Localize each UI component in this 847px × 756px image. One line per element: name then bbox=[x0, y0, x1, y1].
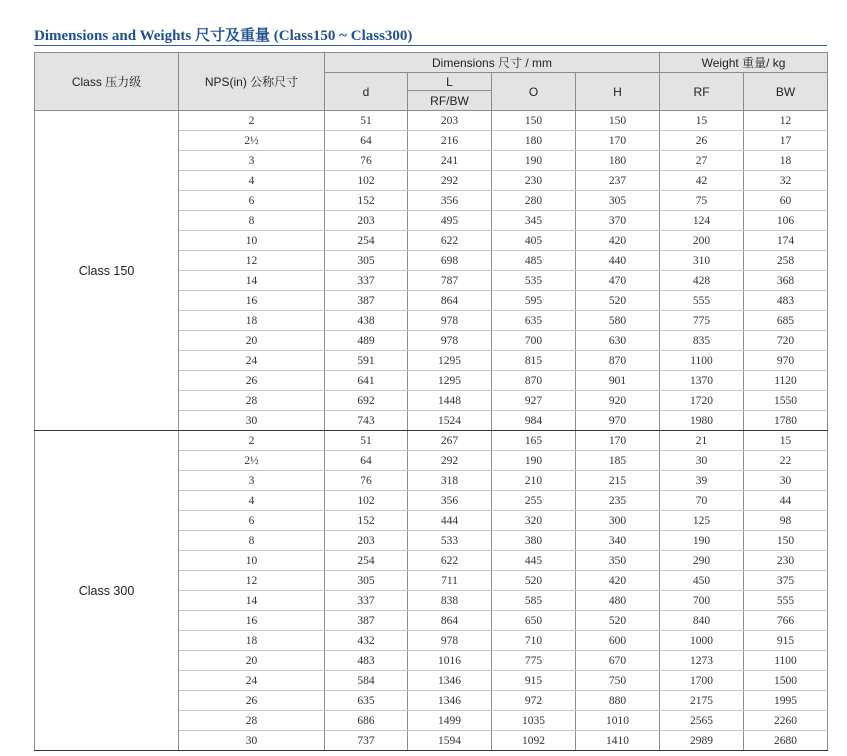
h-cell: 340 bbox=[576, 531, 660, 551]
l-cell: 1448 bbox=[408, 391, 492, 411]
rf-weight-cell: 39 bbox=[660, 471, 744, 491]
d-cell: 152 bbox=[325, 511, 408, 531]
l-cell: 216 bbox=[408, 131, 492, 151]
bw-weight-cell: 30 bbox=[744, 471, 828, 491]
bw-weight-cell: 915 bbox=[744, 631, 828, 651]
l-cell: 622 bbox=[408, 551, 492, 571]
l-cell: 787 bbox=[408, 271, 492, 291]
rf-weight-cell: 835 bbox=[660, 331, 744, 351]
header-rf: RF bbox=[660, 73, 744, 111]
d-cell: 337 bbox=[325, 591, 408, 611]
rf-weight-cell: 428 bbox=[660, 271, 744, 291]
d-cell: 635 bbox=[325, 691, 408, 711]
rf-weight-cell: 70 bbox=[660, 491, 744, 511]
rf-weight-cell: 775 bbox=[660, 311, 744, 331]
rf-weight-cell: 1980 bbox=[660, 411, 744, 431]
rf-weight-cell: 290 bbox=[660, 551, 744, 571]
nps-cell: 28 bbox=[179, 391, 325, 411]
d-cell: 387 bbox=[325, 611, 408, 631]
rf-weight-cell: 1000 bbox=[660, 631, 744, 651]
o-cell: 915 bbox=[492, 671, 576, 691]
bw-weight-cell: 2260 bbox=[744, 711, 828, 731]
h-cell: 630 bbox=[576, 331, 660, 351]
nps-cell: 20 bbox=[179, 331, 325, 351]
nps-cell: 10 bbox=[179, 551, 325, 571]
rf-weight-cell: 125 bbox=[660, 511, 744, 531]
nps-cell: 8 bbox=[179, 211, 325, 231]
o-cell: 595 bbox=[492, 291, 576, 311]
nps-cell: 6 bbox=[179, 511, 325, 531]
bw-weight-cell: 1550 bbox=[744, 391, 828, 411]
l-cell: 698 bbox=[408, 251, 492, 271]
header-bw: BW bbox=[744, 73, 828, 111]
bw-weight-cell: 15 bbox=[744, 431, 828, 451]
d-cell: 76 bbox=[325, 471, 408, 491]
rf-weight-cell: 555 bbox=[660, 291, 744, 311]
table-header bbox=[35, 53, 828, 111]
l-cell: 978 bbox=[408, 331, 492, 351]
rf-weight-cell: 75 bbox=[660, 191, 744, 211]
o-cell: 255 bbox=[492, 491, 576, 511]
header-dimensions: Dimensions 尺寸 / mm bbox=[325, 53, 660, 73]
nps-cell: 2½ bbox=[179, 131, 325, 151]
o-cell: 210 bbox=[492, 471, 576, 491]
o-cell: 380 bbox=[492, 531, 576, 551]
h-cell: 1410 bbox=[576, 731, 660, 751]
bw-weight-cell: 375 bbox=[744, 571, 828, 591]
d-cell: 254 bbox=[325, 551, 408, 571]
d-cell: 337 bbox=[325, 271, 408, 291]
rf-weight-cell: 450 bbox=[660, 571, 744, 591]
nps-cell: 20 bbox=[179, 651, 325, 671]
title-divider bbox=[34, 45, 827, 46]
bw-weight-cell: 1100 bbox=[744, 651, 828, 671]
rf-weight-cell: 1100 bbox=[660, 351, 744, 371]
l-cell: 1524 bbox=[408, 411, 492, 431]
rf-weight-cell: 21 bbox=[660, 431, 744, 451]
rf-weight-cell: 27 bbox=[660, 151, 744, 171]
l-cell: 864 bbox=[408, 611, 492, 631]
header-weight: Weight 重量/ kg bbox=[660, 53, 828, 73]
table-row bbox=[35, 431, 828, 451]
nps-cell: 18 bbox=[179, 311, 325, 331]
rf-weight-cell: 700 bbox=[660, 591, 744, 611]
o-cell: 345 bbox=[492, 211, 576, 231]
page-title: Dimensions and Weights 尺寸及重量 (Class150 ~ Class300) bbox=[34, 28, 413, 44]
nps-cell: 26 bbox=[179, 371, 325, 391]
l-cell: 1346 bbox=[408, 671, 492, 691]
o-cell: 585 bbox=[492, 591, 576, 611]
bw-weight-cell: 22 bbox=[744, 451, 828, 471]
d-cell: 203 bbox=[325, 531, 408, 551]
d-cell: 152 bbox=[325, 191, 408, 211]
h-cell: 750 bbox=[576, 671, 660, 691]
class-group-label: Class 300 bbox=[35, 431, 179, 751]
o-cell: 280 bbox=[492, 191, 576, 211]
nps-cell: 18 bbox=[179, 631, 325, 651]
nps-cell: 30 bbox=[179, 411, 325, 431]
bw-weight-cell: 483 bbox=[744, 291, 828, 311]
l-cell: 1594 bbox=[408, 731, 492, 751]
bw-weight-cell: 2680 bbox=[744, 731, 828, 751]
o-cell: 445 bbox=[492, 551, 576, 571]
o-cell: 984 bbox=[492, 411, 576, 431]
header-o: O bbox=[492, 73, 576, 111]
nps-cell: 14 bbox=[179, 591, 325, 611]
bw-weight-cell: 60 bbox=[744, 191, 828, 211]
rf-weight-cell: 1720 bbox=[660, 391, 744, 411]
nps-cell: 14 bbox=[179, 271, 325, 291]
rf-weight-cell: 310 bbox=[660, 251, 744, 271]
h-cell: 901 bbox=[576, 371, 660, 391]
rf-weight-cell: 200 bbox=[660, 231, 744, 251]
nps-cell: 12 bbox=[179, 251, 325, 271]
h-cell: 420 bbox=[576, 571, 660, 591]
d-cell: 438 bbox=[325, 311, 408, 331]
o-cell: 190 bbox=[492, 451, 576, 471]
h-cell: 185 bbox=[576, 451, 660, 471]
bw-weight-cell: 1120 bbox=[744, 371, 828, 391]
l-cell: 241 bbox=[408, 151, 492, 171]
d-cell: 102 bbox=[325, 491, 408, 511]
d-cell: 51 bbox=[325, 111, 408, 131]
bw-weight-cell: 685 bbox=[744, 311, 828, 331]
d-cell: 305 bbox=[325, 571, 408, 591]
l-cell: 1016 bbox=[408, 651, 492, 671]
l-cell: 292 bbox=[408, 171, 492, 191]
bw-weight-cell: 368 bbox=[744, 271, 828, 291]
d-cell: 686 bbox=[325, 711, 408, 731]
rf-weight-cell: 124 bbox=[660, 211, 744, 231]
bw-weight-cell: 174 bbox=[744, 231, 828, 251]
o-cell: 165 bbox=[492, 431, 576, 451]
o-cell: 1092 bbox=[492, 731, 576, 751]
h-cell: 470 bbox=[576, 271, 660, 291]
l-cell: 622 bbox=[408, 231, 492, 251]
o-cell: 320 bbox=[492, 511, 576, 531]
o-cell: 535 bbox=[492, 271, 576, 291]
d-cell: 641 bbox=[325, 371, 408, 391]
header-d: d bbox=[325, 73, 408, 111]
d-cell: 387 bbox=[325, 291, 408, 311]
h-cell: 237 bbox=[576, 171, 660, 191]
bw-weight-cell: 1995 bbox=[744, 691, 828, 711]
nps-cell: 3 bbox=[179, 151, 325, 171]
h-cell: 300 bbox=[576, 511, 660, 531]
l-cell: 495 bbox=[408, 211, 492, 231]
d-cell: 64 bbox=[325, 451, 408, 471]
d-cell: 692 bbox=[325, 391, 408, 411]
d-cell: 584 bbox=[325, 671, 408, 691]
bw-weight-cell: 17 bbox=[744, 131, 828, 151]
rf-weight-cell: 30 bbox=[660, 451, 744, 471]
bw-weight-cell: 1780 bbox=[744, 411, 828, 431]
h-cell: 600 bbox=[576, 631, 660, 651]
nps-cell: 16 bbox=[179, 291, 325, 311]
nps-cell: 30 bbox=[179, 731, 325, 751]
bw-weight-cell: 150 bbox=[744, 531, 828, 551]
o-cell: 700 bbox=[492, 331, 576, 351]
d-cell: 743 bbox=[325, 411, 408, 431]
d-cell: 203 bbox=[325, 211, 408, 231]
rf-weight-cell: 1700 bbox=[660, 671, 744, 691]
nps-cell: 4 bbox=[179, 491, 325, 511]
h-cell: 235 bbox=[576, 491, 660, 511]
bw-weight-cell: 98 bbox=[744, 511, 828, 531]
nps-cell: 16 bbox=[179, 611, 325, 631]
l-cell: 1295 bbox=[408, 351, 492, 371]
h-cell: 880 bbox=[576, 691, 660, 711]
rf-weight-cell: 42 bbox=[660, 171, 744, 191]
rf-weight-cell: 26 bbox=[660, 131, 744, 151]
d-cell: 432 bbox=[325, 631, 408, 651]
l-cell: 864 bbox=[408, 291, 492, 311]
o-cell: 815 bbox=[492, 351, 576, 371]
l-cell: 1346 bbox=[408, 691, 492, 711]
o-cell: 972 bbox=[492, 691, 576, 711]
o-cell: 150 bbox=[492, 111, 576, 131]
bw-weight-cell: 1500 bbox=[744, 671, 828, 691]
l-cell: 203 bbox=[408, 111, 492, 131]
rf-weight-cell: 1273 bbox=[660, 651, 744, 671]
l-cell: 444 bbox=[408, 511, 492, 531]
nps-cell: 6 bbox=[179, 191, 325, 211]
o-cell: 485 bbox=[492, 251, 576, 271]
header-rf-bw: RF/BW bbox=[408, 91, 492, 111]
nps-cell: 2 bbox=[179, 431, 325, 451]
rf-weight-cell: 840 bbox=[660, 611, 744, 631]
h-cell: 215 bbox=[576, 471, 660, 491]
bw-weight-cell: 720 bbox=[744, 331, 828, 351]
h-cell: 480 bbox=[576, 591, 660, 611]
l-cell: 1295 bbox=[408, 371, 492, 391]
rf-weight-cell: 2565 bbox=[660, 711, 744, 731]
o-cell: 1035 bbox=[492, 711, 576, 731]
o-cell: 870 bbox=[492, 371, 576, 391]
header-nps: NPS(in) 公称尺寸 bbox=[179, 53, 325, 111]
nps-cell: 10 bbox=[179, 231, 325, 251]
nps-cell: 2½ bbox=[179, 451, 325, 471]
h-cell: 370 bbox=[576, 211, 660, 231]
bw-weight-cell: 970 bbox=[744, 351, 828, 371]
h-cell: 440 bbox=[576, 251, 660, 271]
rf-weight-cell: 2989 bbox=[660, 731, 744, 751]
nps-cell: 24 bbox=[179, 671, 325, 691]
h-cell: 420 bbox=[576, 231, 660, 251]
l-cell: 711 bbox=[408, 571, 492, 591]
d-cell: 305 bbox=[325, 251, 408, 271]
bw-weight-cell: 766 bbox=[744, 611, 828, 631]
nps-cell: 12 bbox=[179, 571, 325, 591]
rf-weight-cell: 190 bbox=[660, 531, 744, 551]
h-cell: 180 bbox=[576, 151, 660, 171]
o-cell: 180 bbox=[492, 131, 576, 151]
h-cell: 970 bbox=[576, 411, 660, 431]
bw-weight-cell: 32 bbox=[744, 171, 828, 191]
nps-cell: 26 bbox=[179, 691, 325, 711]
table-row bbox=[35, 111, 828, 131]
nps-cell: 2 bbox=[179, 111, 325, 131]
h-cell: 1010 bbox=[576, 711, 660, 731]
bw-weight-cell: 44 bbox=[744, 491, 828, 511]
o-cell: 520 bbox=[492, 571, 576, 591]
bw-weight-cell: 18 bbox=[744, 151, 828, 171]
class-group-label: Class 150 bbox=[35, 111, 179, 431]
h-cell: 305 bbox=[576, 191, 660, 211]
d-cell: 64 bbox=[325, 131, 408, 151]
d-cell: 591 bbox=[325, 351, 408, 371]
l-cell: 1499 bbox=[408, 711, 492, 731]
d-cell: 254 bbox=[325, 231, 408, 251]
h-cell: 580 bbox=[576, 311, 660, 331]
nps-cell: 24 bbox=[179, 351, 325, 371]
bw-weight-cell: 230 bbox=[744, 551, 828, 571]
o-cell: 775 bbox=[492, 651, 576, 671]
o-cell: 405 bbox=[492, 231, 576, 251]
d-cell: 102 bbox=[325, 171, 408, 191]
table-body bbox=[35, 111, 828, 751]
d-cell: 737 bbox=[325, 731, 408, 751]
d-cell: 483 bbox=[325, 651, 408, 671]
h-cell: 170 bbox=[576, 131, 660, 151]
o-cell: 230 bbox=[492, 171, 576, 191]
d-cell: 51 bbox=[325, 431, 408, 451]
dimensions-weights-table bbox=[34, 52, 828, 751]
bw-weight-cell: 12 bbox=[744, 111, 828, 131]
h-cell: 170 bbox=[576, 431, 660, 451]
nps-cell: 3 bbox=[179, 471, 325, 491]
d-cell: 489 bbox=[325, 331, 408, 351]
l-cell: 978 bbox=[408, 311, 492, 331]
rf-weight-cell: 2175 bbox=[660, 691, 744, 711]
o-cell: 650 bbox=[492, 611, 576, 631]
header-l: L bbox=[408, 73, 492, 91]
bw-weight-cell: 555 bbox=[744, 591, 828, 611]
rf-weight-cell: 15 bbox=[660, 111, 744, 131]
h-cell: 670 bbox=[576, 651, 660, 671]
o-cell: 710 bbox=[492, 631, 576, 651]
d-cell: 76 bbox=[325, 151, 408, 171]
o-cell: 190 bbox=[492, 151, 576, 171]
l-cell: 318 bbox=[408, 471, 492, 491]
l-cell: 356 bbox=[408, 491, 492, 511]
h-cell: 920 bbox=[576, 391, 660, 411]
rf-weight-cell: 1370 bbox=[660, 371, 744, 391]
l-cell: 978 bbox=[408, 631, 492, 651]
header-class: Class 压力级 bbox=[35, 53, 179, 111]
l-cell: 838 bbox=[408, 591, 492, 611]
bw-weight-cell: 258 bbox=[744, 251, 828, 271]
h-cell: 870 bbox=[576, 351, 660, 371]
h-cell: 520 bbox=[576, 291, 660, 311]
nps-cell: 8 bbox=[179, 531, 325, 551]
l-cell: 533 bbox=[408, 531, 492, 551]
l-cell: 292 bbox=[408, 451, 492, 471]
header-h: H bbox=[576, 73, 660, 111]
o-cell: 635 bbox=[492, 311, 576, 331]
nps-cell: 4 bbox=[179, 171, 325, 191]
o-cell: 927 bbox=[492, 391, 576, 411]
l-cell: 356 bbox=[408, 191, 492, 211]
nps-cell: 28 bbox=[179, 711, 325, 731]
h-cell: 350 bbox=[576, 551, 660, 571]
h-cell: 150 bbox=[576, 111, 660, 131]
h-cell: 520 bbox=[576, 611, 660, 631]
l-cell: 267 bbox=[408, 431, 492, 451]
bw-weight-cell: 106 bbox=[744, 211, 828, 231]
